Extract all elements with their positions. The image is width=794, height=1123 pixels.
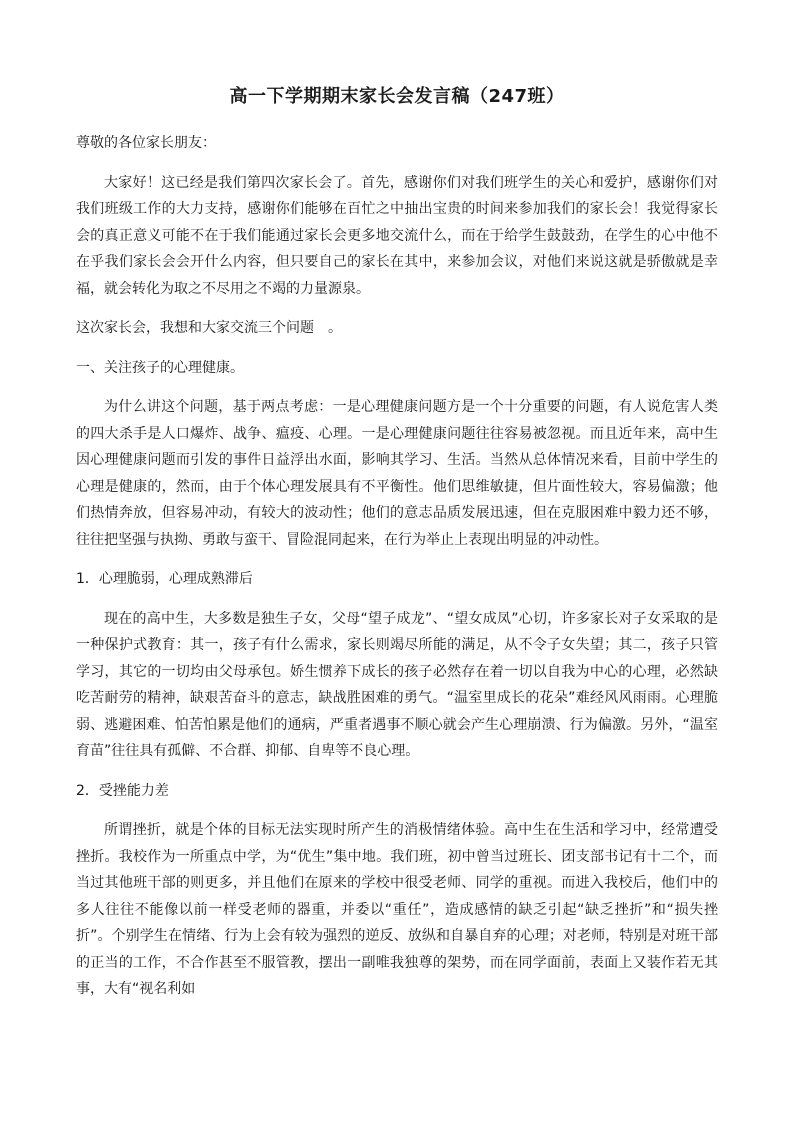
subsection-2-paragraph: 所谓挫折，就是个体的目标无法实现时所产生的消极情绪体验。高中生在生活和学习中，经常遭受挫折。我校作为一所重点中学，为“优生”集中地。我们班，初中曾当过班长、团支部书记有十二个，而当过其他班干部的则更多，并且他们在原来的学校中很受老师、同学的重视。而进入我校后，他们中的多人往往不能像以前一样受老师的器重，并委以“重任”，造成感情的缺乏引起“缺乏挫折”和“损失挫折”。个别学生在情绪、行为上会有较为强烈的逆反、放纵和自暴自弃的心理；对老师，特别是对班干部的正当的工作，不合作甚至不服管教，摆出一副唯我独尊的架势，而在同学面前，表面上又装作若无其事，大有“视名利如	[76, 822, 718, 997]
subsection-1-heading: 1．心理脆弱，心理成熟滞后	[76, 571, 253, 587]
subsection-2-heading: 2．受挫能力差	[76, 782, 169, 799]
salutation: 尊敬的各位家长朋友：	[76, 135, 216, 151]
document-title: 高一下学期期末家长会发言稿（247班）	[229, 86, 565, 107]
topics-line: 这次家长会，我想和大家交流三个问题 。	[76, 320, 342, 336]
document-page	[76, 84, 718, 1016]
intro-paragraph: 大家好！这已经是我们第四次家长会了。首先，感谢你们对我们班学生的关心和爱护，感谢你们对我们班级工作的大力支持，感谢你们能够在百忙之中抽出宝贵的时间来参加我们的家长会！我觉得家长会的真正意义可能不在于我们能通过家长会更多地交流什么，而在于给学生鼓鼓劲，在学生的心中他不在乎我们家长会会开什么内容，但只要自己的家长在其中，来参加会议，对他们来说这就是骄傲就是幸福，就会转化为取之不尽用之不竭的力量源泉。	[76, 174, 718, 297]
section-1-paragraph: 为什么讲这个问题，基于两点考虑：一是心理健康问题方是一个十分重要的问题，有人说危害人类的四大杀手是人口爆炸、战争、瘟疫、心理。一是心理健康问题往往容易被忽视。而且近年来，高中生因心理健康问题而引发的事件日益浮出水面，影响其学习、生活。当然从总体情况来看，目前中学生的心理是健康的，然而，由于个体心理发展具有不平衡性。他们思维敏捷，但片面性较大，容易偏激；他们热情奔放，但容易冲动，有较大的波动性；他们的意志品质发展迅速，但在克服困难中毅力还不够，往往把坚强与执拗、勇敢与蛮干、冒险混同起来，在行为举止上表现出明显的冲动性。	[76, 399, 718, 548]
section-1-heading: 一、关注孩子的心理健康。	[76, 359, 244, 376]
subsection-1-paragraph: 现在的高中生，大多数是独生子女，父母“望子成龙”、“望女成凤”心切，许多家长对子女采取的是一种保护式教育：其一，孩子有什么需求，家长则竭尽所能的满足，从不令子女失望；其二，孩子只管学习，其它的一切均由父母承包。娇生惯养下成长的孩子必然存在着一切以自我为中心的心理，必然缺吃苦耐劳的精神，缺艰苦奋斗的意志，缺战胜困难的勇气。“温室里成长的花朵”难经风风雨雨。心理脆弱、逃避困难、怕苦怕累是他们的通病，严重者遇事不顺心就会产生心理崩溃、行为偏激。另外，“温室育苗”往往具有孤僻、不合群、抑郁、自卑等不良心理。	[76, 610, 718, 759]
